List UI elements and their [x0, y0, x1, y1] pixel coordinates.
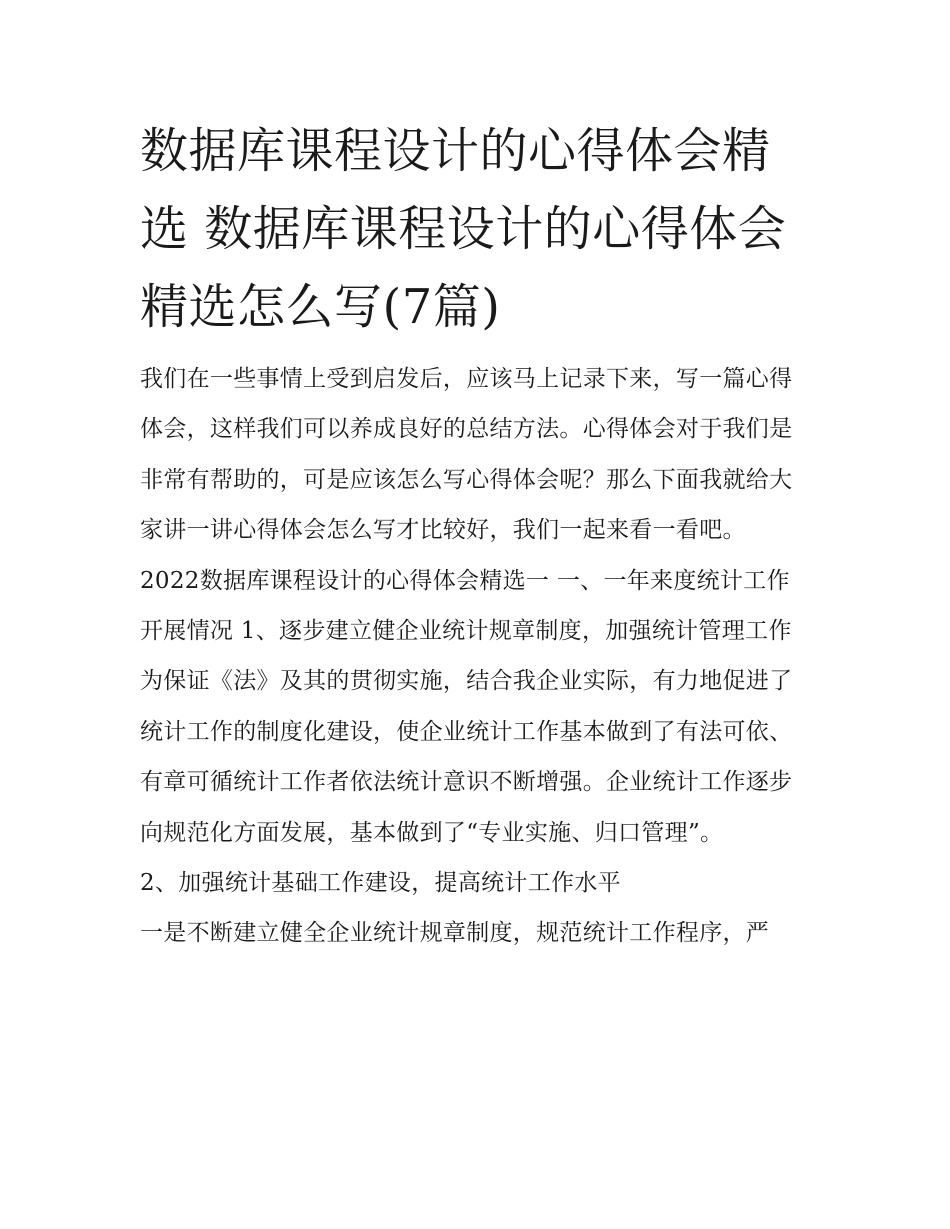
document-title: 数据库课程设计的心得体会精选 数据库课程设计的心得体会精选怎么写(7篇) — [140, 123, 787, 335]
paragraph-subheading: 2、加强统计基础工作建设，提高统计工作水平 — [140, 870, 621, 897]
paragraph-continued: 一是不断建立健全企业统计规章制度，规范统计工作程序，严 — [140, 920, 770, 947]
paragraph-section-one: 2022数据库课程设计的心得体会精选一 一、一年来度统计工作开展情况 1、逐步建立健企业统计规章制度，加强统计管理工作 — [140, 567, 792, 645]
document-page — [140, 112, 812, 959]
paragraph-intro: 我们在一些事情上受到启发后，应该马上记录下来，写一篇心得体会，这样我们可以养成良好的总结方法。心得体会对于我们是非常有帮助的，可是应该怎么写心得体会呢？那么下面我就给大家讲一讲心得体会怎么写才比较好，我们一起来看一看吧。 — [140, 366, 793, 544]
paragraph-body: 为保证《法》及其的贯彻实施，结合我企业实际，有力地促进了统计工作的制度化建设，使企业统计工作基本做到了有法可依、有章可循统计工作者依法统计意识不断增强。企业统计工作逐步向规范化方面发展，基本做到了“专业实施、归口管理”。 — [140, 668, 793, 846]
